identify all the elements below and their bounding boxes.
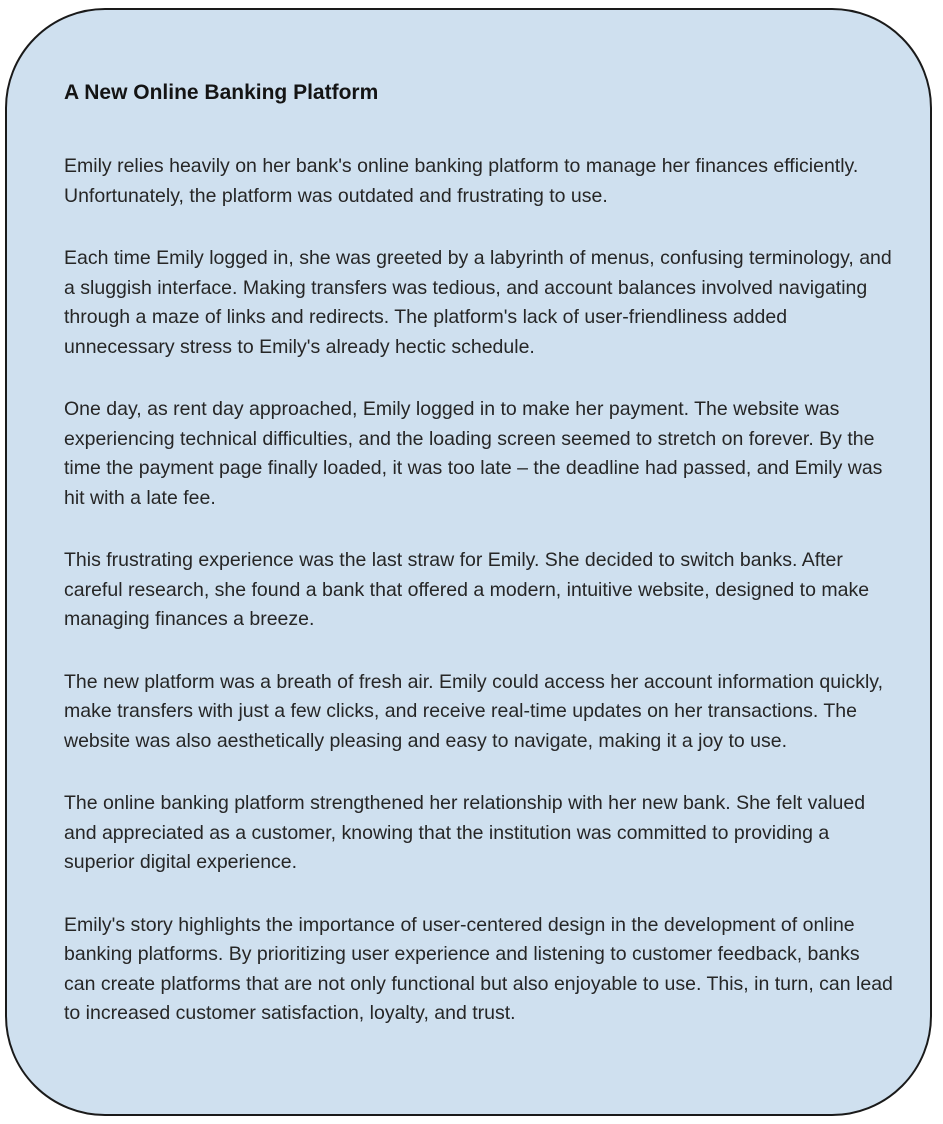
story-paragraph-6: The online banking platform strengthened her relationship with her new bank. She felt valued and appreciated as a customer, knowing that the institution was committed to providing a superior digital experience. — [64, 792, 866, 873]
story-paragraph-5: The new platform was a breath of fresh air. Emily could access her account information quickly, make transfers with just a few clicks, and receive real-time updates on her transactions. The website was also aesthetically pleasing and easy to navigate, making it a joy to use. — [64, 670, 884, 752]
story-paragraph-4: This frustrating experience was the last straw for Emily. She decided to switch banks. After careful research, she found a bank that offered a modern, intuitive website, designed to make managing finances a breeze. — [64, 549, 870, 630]
story-paragraph-7: Emily's story highlights the importance of user-centered design in the development of online banking platforms. By prioritizing user experience and listening to customer feedback, banks can create platforms that are not only functional but also enjoyable to use. This, in turn, can lead to increased customer satisfaction, loyalty, and trust. — [64, 913, 893, 1024]
story-card — [5, 8, 932, 1116]
story-content — [64, 80, 894, 1062]
story-title: A New Online Banking Platform — [64, 81, 379, 104]
story-paragraph-2: Each time Emily logged in, she was greeted by a labyrinth of menus, confusing terminology, and a sluggish interface. Making transfers was tedious, and account balances involved navigating through a maze of links and redirects. The platform's lack of user-friendliness added unnecessary stress to Emily's already hectic schedule. — [64, 247, 892, 358]
story-paragraph-1: Emily relies heavily on her bank's online banking platform to manage her finances efficiently. Unfortunately, the platform was outdated and frustrating to use. — [64, 155, 859, 207]
story-paragraph-3: One day, as rent day approached, Emily logged in to make her payment. The website was experiencing technical difficulties, and the loading screen seemed to stretch on forever. By the time the payment page finally loaded, it was too late – the deadline had passed, and Emily was hit with a late fee. — [64, 398, 883, 509]
